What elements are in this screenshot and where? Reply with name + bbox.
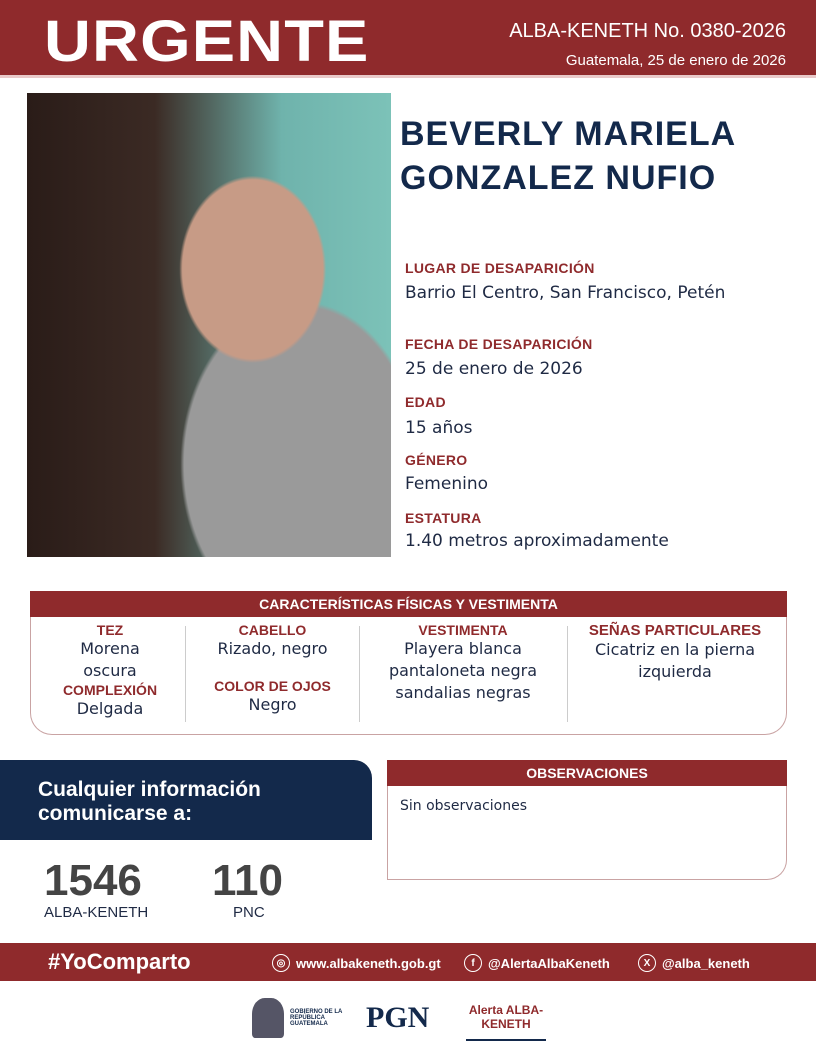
tez-label: TEZ [96,622,124,638]
phone-label: PNC [233,904,265,921]
facebook-link[interactable] [464,954,610,972]
divider [567,626,568,722]
vestimenta-line: sandalias negras [395,683,531,702]
missing-person-photo [27,93,391,557]
vestimenta-line: pantaloneta negra [388,661,538,680]
alerta-logo: Alerta ALBA-KENETH [466,995,546,1041]
tez-column [40,622,180,720]
urgent-title: URGENTE [44,9,370,74]
facebook-icon: f [464,954,482,972]
contact-text: Cualquier información comunicarse a: [38,778,261,825]
detail-value: 1.40 metros aproximadamente [405,531,669,551]
x-icon: X [638,954,656,972]
website-link[interactable] [272,954,441,972]
globe-icon: ◎ [272,954,290,972]
ojos-label: COLOR DE OJOS [214,678,331,694]
detail-label: GÉNERO [405,452,468,468]
alert-number: ALBA-KENETH No. 0380-2026 [509,20,786,42]
facebook-text: @AlertaAlbaKeneth [488,955,610,971]
divider [359,626,360,722]
coat-of-arms-icon [252,998,284,1038]
characteristics-title: CARACTERÍSTICAS FÍSICAS Y VESTIMENTA [30,591,787,617]
detail-value: Barrio El Centro, San Francisco, Petén [405,283,726,303]
guatemala-logo [252,995,352,1041]
tez-value: Morena oscura [80,639,140,680]
divider [185,626,186,722]
contact-banner [0,760,372,840]
detail-label: FECHA DE DESAPARICIÓN [405,336,593,352]
detail-value: 15 años [405,418,473,438]
complexion-label: COMPLEXIÓN [62,682,158,698]
cabello-column [190,622,355,716]
phone-number[interactable]: 1546 [44,856,142,905]
website-text: www.albakeneth.gob.gt [296,955,441,971]
phone-number[interactable]: 110 [212,856,283,905]
senas-value: Cicatriz en la pierna izquierda [594,640,756,681]
senas-label: SEÑAS PARTICULARES [588,622,762,639]
hashtag: #YoComparto [48,949,191,974]
cabello-value: Rizado, negro [217,639,328,658]
gov-text: GOBIERNO DE LA REPÚBLICA GUATEMALA [290,1009,343,1027]
cabello-label: CABELLO [238,622,307,638]
x-link[interactable] [638,954,750,972]
detail-value: Femenino [405,474,488,494]
alert-date: Guatemala, 25 de enero de 2026 [565,52,786,69]
detail-label: LUGAR DE DESAPARICIÓN [405,260,595,276]
ojos-value: Negro [248,695,297,714]
vestimenta-column [362,622,564,704]
observations-title: OBSERVACIONES [387,760,787,786]
senas-column [570,622,780,683]
phone-label: ALBA-KENETH [44,904,149,921]
detail-label: EDAD [405,394,446,410]
person-name: BEVERLY MARIELA GONZALEZ NUFIO [400,115,735,197]
vestimenta-line: Playera blanca [404,639,522,658]
complexion-value: Delgada [76,699,144,718]
detail-label: ESTATURA [405,510,482,526]
detail-value: 25 de enero de 2026 [405,359,583,379]
observations-text: Sin observaciones [400,798,528,814]
footer-bar [0,943,816,981]
vestimenta-label: VESTIMENTA [418,622,508,638]
x-text: @alba_keneth [662,955,750,971]
pgn-logo: PGN [366,1001,430,1034]
